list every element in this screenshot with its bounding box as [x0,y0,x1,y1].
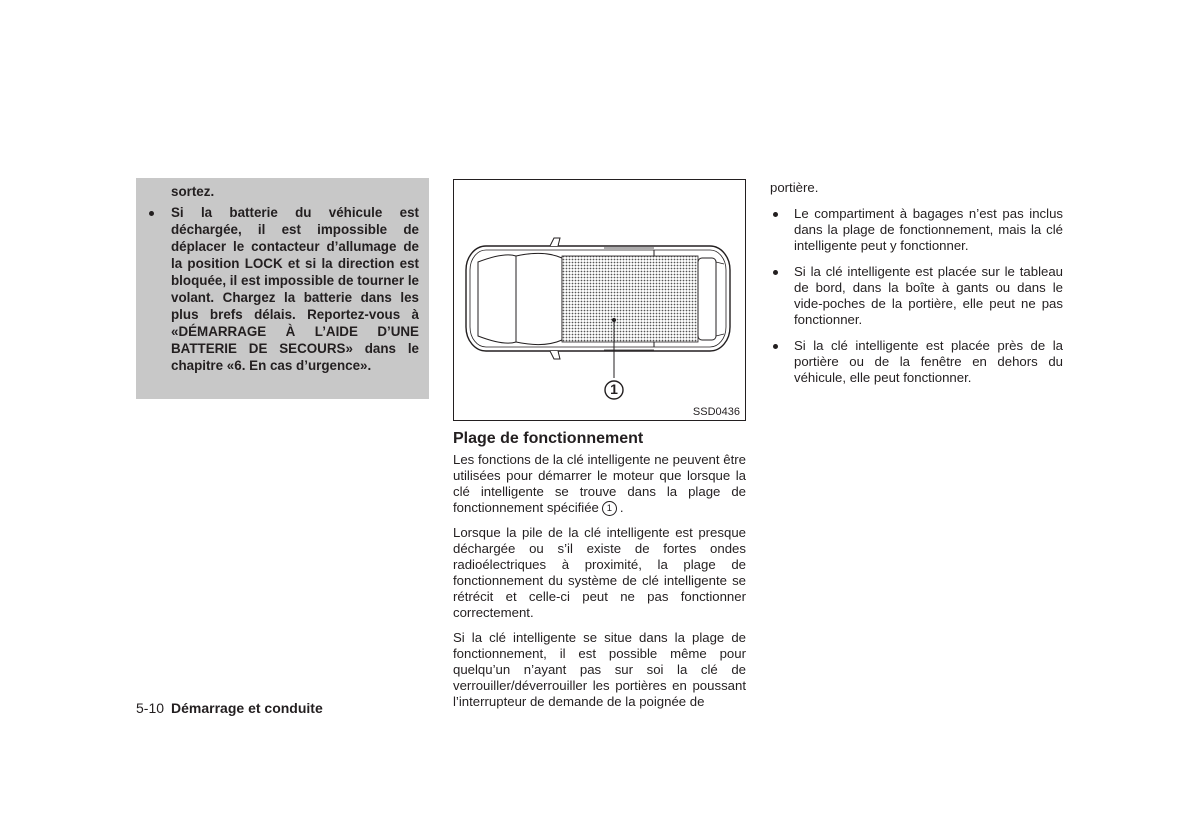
callout-ref-icon: 1 [602,501,617,516]
page-footer [136,700,323,716]
list-item-text: Si la clé intelligente est placée près de la portière ou de la fenêtre en dehors du véhicule, elle peut fonctionner. [794,338,1063,385]
paragraph-1-end: . [619,500,624,515]
bullet-icon [149,211,154,216]
list-item [770,264,1063,328]
vehicle-range-figure [453,179,746,421]
figure-callout-label: 1 [610,381,618,397]
section-title: Démarrage et conduite [171,700,323,716]
list-item-text: Le compartiment à bagages n’est pas inclus dans la plage de fonctionnement, mais la clé intelligente peut y fonctionner. [794,206,1063,253]
warning-note-box [136,178,429,399]
bullet-icon [773,344,778,349]
note-bullet-text: Si la batterie du véhicule est déchargée, il est impossible de déplacer le contacteur d’allumage de la position LOCK et si la direction est bloquée, il est impossible de tourner le volant. Chargez la batterie dans les plus brefs délais. Reportez-vous à «DÉMARRAGE À L’AIDE D’UNE BATTERIE DE SECOURS» dans le chapitre «6. En cas d’urgence». [171,205,419,373]
note-continuation: sortez. [171,184,215,199]
bullet-icon [773,270,778,275]
list-item-text: Si la clé intelligente est placée sur le tableau de bord, dans la boîte à gants ou dans le vide-poches de la portière, elle peut ne pas fonctionner. [794,264,1063,327]
vehicle-top-view-illustration [454,180,745,420]
bullet-icon [773,212,778,217]
right-column [770,180,1063,386]
paragraph-2: Lorsque la pile de la clé intelligente est presque déchargée ou s’il existe de fortes ondes radioélectriques à proximité, la plage de fonctionnement du système de clé intelligente se rétrécit et celle-ci peut ne pas fonctionner correctement. [453,525,746,621]
right-continuation: portière. [770,180,819,195]
page-number: 5-10 [136,700,165,716]
paragraph-1 [453,452,746,516]
list-item [770,338,1063,386]
note-bullet-item [147,204,419,374]
list-item [770,206,1063,254]
section-heading: Plage de fonctionnement [453,430,644,447]
middle-column [453,428,746,719]
paragraph-1-text: Les fonctions de la clé intelligente ne peuvent être utilisées pour démarrer le moteur que lorsque la clé intelligente se trouve dans la plage de fonctionnement spécifiée [453,452,746,515]
figure-code: SSD0436 [692,406,740,418]
paragraph-3: Si la clé intelligente se situe dans la plage de fonctionnement, il est possible même pour quelqu’un n’ayant pas sur soi la clé de verrouiller/déverrouiller les portières en poussant l’interrupteur de demande de la poignée de [453,630,746,710]
